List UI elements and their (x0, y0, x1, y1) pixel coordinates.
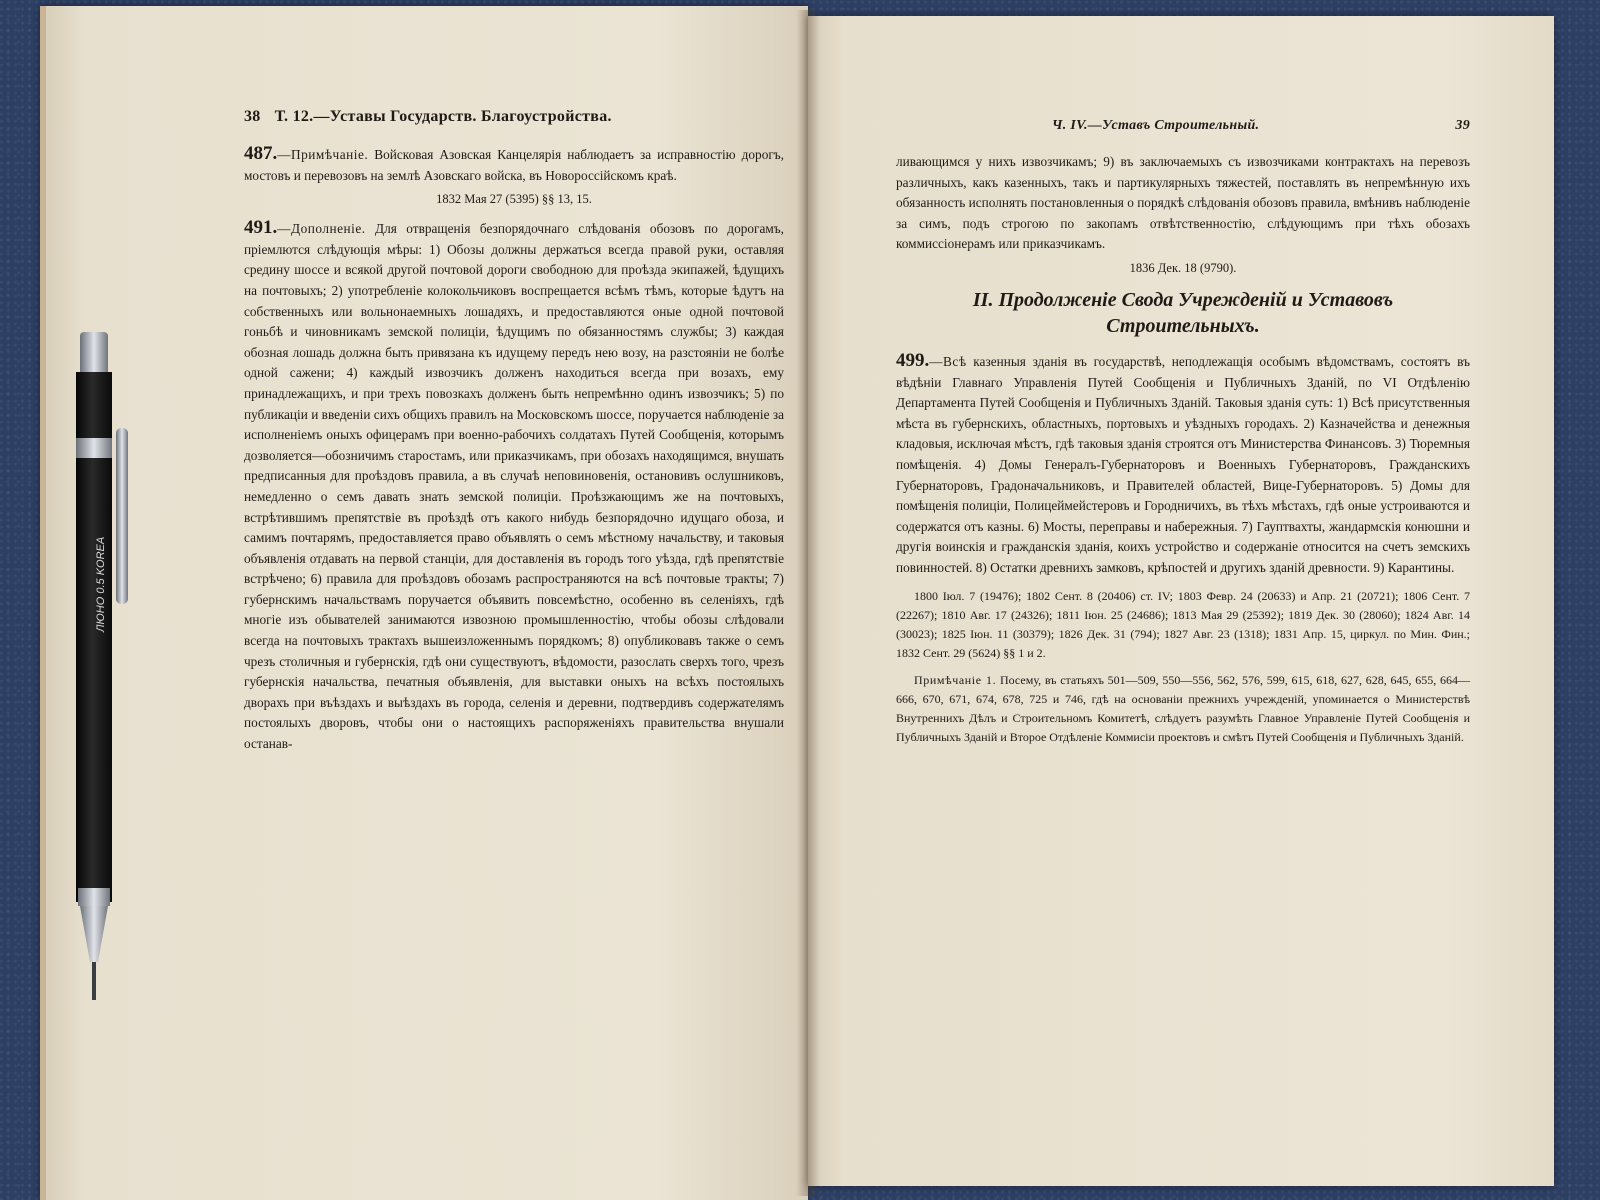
article-499-label: —Всѣ (929, 353, 967, 369)
note-1 (896, 671, 1470, 747)
right-page-text (896, 118, 1470, 747)
article-487 (244, 144, 784, 186)
article-491-text: Для отвращенія безпорядочнаго слѣдованія обозовъ по дорогамъ, пріемлются слѣдующія мѣры: 1) Обозы должны держаться всегда правой руки, оставляя средину шоссе и всякой другой почтовой дороги свободною для проѣзда экипажей, ѣдущихъ на почтовыхъ; 2) употребленіе колокольчиковъ воспрещается всѣмъ тѣмъ, которые ѣдутъ на собственныхъ или вольнонаемныхъ лошадяхъ, и предоставляются оные одной почтовой гоньбѣ и чиновникамъ земской полиціи, ѣдущимъ по обязанностямъ службы; 3) каждая обозная лошадь должна быть привязана къ идущему передъ нею возу, на разстояніи не болѣе одной сажени; 4) каждый извозчикъ долженъ находиться всегда при возахъ, ему принадлежащихъ, и при трехъ повозкахъ долженъ быть непремѣнно одинъ извозчикъ; 5) по публикаціи и введеніи сихъ общихъ правилъ на Московскомъ шоссе, поручается наблюденіе за исполненіемъ оныхъ офицерамъ при военно-рабочихъ солдатахъ Путей Сообщенія, которымъ дозволяется—обозничимъ старостамъ, или приказчикамъ, при обозахъ находящимся, внушать предписанныя для проѣздовъ правила, а въ случаѣ неповиновенія, остановивъ ослушниковъ, немедленно о семъ давать знать земской полиціи. Проѣзжающимъ же на почтовыхъ, встрѣтившимъ препятствіе въ проѣздѣ отъ какого нибудь безпорядочно идущаго обоза, и самимъ почтарямъ, предоставляется право объявлять о семъ мѣстному начальству, и таковыя объявленія отдавать на первой станціи, для доставленія въ городъ того уѣзда, гдѣ препятствіе встрѣчено; 6) правила для проѣздовъ обозамъ распространяются на всѣ почтовые тракты; 7) губернскимъ начальствамъ поручается объявить повсемѣстно, особенно въ селеніяхъ, гдѣ многіе изъ обывателей занимаются извозною промышленностію, чтобы обозы слѣдовали всегда на почтовыхъ трактахъ вышеизложеннымъ порядкомъ; 8) опубликовавъ также о семъ чрезъ столичныя и губернскія, гдѣ они существуютъ, вѣдомости, разослать сверхъ того, чрезъ губернскія начальства, печатныя объявленія, для выставки оныхъ на всѣхъ постоялыхъ дворахъ при въѣздахъ и выѣздахъ въ города, селенія и деревни, подтвердивъ содержателямъ постоялыхъ дворовъ, чтобы они о настоящихъ распоряженіяхъ правительства внушали останав- (244, 221, 784, 752)
article-499-text: казенныя зданія въ государствѣ, неподлежащія особымъ вѣдомствамъ, состоятъ въ вѣдѣніи Главнаго Управленія Путей Сообщенія и Публичныхъ Зданій, по VI Отдѣленію Департамента Путей Сообщенія и Публичныхъ Зданій. Таковыя зданія суть: 1) Всѣ присутственныя мѣста въ губернскихъ, областныхъ, портовыхъ и уѣздныхъ городахъ. 2) Казначейства и денежныя кладовыя, исключая мѣстъ, гдѣ таковыя зданія строятся отъ Министерства Финансовъ. 3) Тюремныя помѣщенія. 4) Домы Генералъ-Губернаторовъ и Военныхъ Губернаторовъ, Гражданскихъ Губернаторовъ, Градоначальниковъ, и Правителей областей, Вице-Губернаторовъ. 5) Домы для помѣщенія полиціи, Полицеймейстеровъ и Городничихъ, въ тѣхъ мѣстахъ, гдѣ оные устроиваются и содержатся отъ казны. 6) Мосты, переправы и набережныя. 7) Гауптвахты, жандармскія конюшни и другія воинскія и гражданскія зданія, коихъ устройство и содержаніе относится на счетъ земскихъ повинностей. 8) Остатки древнихъ замковъ, крѣпостей и другихъ зданій древности. 9) Карантины. (896, 353, 1470, 575)
article-487-number: 487. (244, 143, 278, 164)
article-487-text: Войсковая Азовская Канцелярія наблюдаетъ за исправностію дорогъ, мостовъ и перевозовъ на землѣ Азовскаго войска, въ Новороссійскомъ краѣ. (244, 147, 784, 183)
section-heading: II. Продолженіе Свода Учрежденій и Уставовъ Строительныхъ. (972, 288, 1394, 337)
left-running-head-title: Т. 12.—Уставы Государств. Благоустройства. (274, 108, 612, 125)
right-running-header (896, 118, 1470, 134)
mechanical-pencil (74, 332, 136, 1000)
left-page (40, 6, 808, 1200)
article-491-continuation: ливающимся у нихъ извозчикамъ; 9) въ заключаемыхъ съ извозчиками контрактахъ на перевозъ различныхъ, какъ казенныхъ, такъ и партикулярныхъ тяжестей, поставлять въ непремѣнную ихъ обязанность исполнять постановленныя о порядкѣ слѣдованія обозовъ правила, вмѣнивъ наблюденіе за симъ, подъ строгою по закопамъ отвѣтственностію, слѣдующимъ при тѣхъ обозахъ коммиссіонерамъ или приказчикамъ. (896, 154, 1470, 252)
article-499-number: 499. (896, 349, 930, 371)
article-491-label: —Дополненіе. (277, 221, 366, 237)
article-499-citation: 1800 Іюл. 7 (19476); 1802 Сент. 8 (20406) ст. IV; 1803 Февр. 24 (20633) и Апр. 21 (20721); 1806 Сент. 7 (22267); 1810 Авг. 17 (24326); 1811 Іюн. 25 (24686); 1813 Мая 29 (25392); 1819 Дек. 30 (28060); 1824 Авг. 14 (30023); 1825 Іюн. 11 (30379); 1826 Дек. 31 (794); 1827 Авг. 23 (1318); 1831 Апр. 15, циркул. по Мин. Фин.; 1832 Сент. 29 (5624) §§ 1 и 2. (896, 588, 1470, 660)
article-491 (244, 218, 784, 754)
pencil-main-body (76, 458, 112, 902)
right-running-head-title: Ч. IV.—Уставъ Строительный. (1052, 118, 1260, 133)
book-gutter (796, 10, 820, 1196)
article-491-number: 491. (244, 217, 278, 239)
left-running-header (244, 108, 784, 126)
article-499 (896, 351, 1470, 579)
pencil-upper-body (76, 372, 112, 438)
right-page (808, 16, 1554, 1186)
pencil-imprint: ЛЮНО 0.5 KOREA (95, 536, 107, 632)
pencil-eraser-cap (80, 332, 108, 376)
pencil-metal-band (76, 438, 112, 458)
left-page-text (244, 108, 784, 755)
left-page-number: 38 (244, 108, 261, 125)
pencil-lead (92, 962, 96, 1000)
continuation-citation: 1836 Дек. 18 (9790). (1129, 260, 1237, 275)
pencil-grip-ring (78, 888, 110, 906)
note-1-text: Посему, въ статьяхъ 501—509, 550—556, 562, 576, 599, 615, 618, 627, 628, 645, 655, 664—666, 670, 671, 674, 678, 725 и 746, гдѣ на основаніи прежнихъ учрежденій, упоминается о Министерствѣ Внутреннихъ Дѣлъ и Строительномъ Комитетѣ, слѣдуетъ разумѣть Главное Управленіе Путей Сообщенія и Публичныхъ Зданій и Второе Отдѣленіе Коммисіи проектовъ и смѣтъ Путей Сообщенія и Публичныхъ Зданій. (896, 672, 1470, 744)
note-1-label: Примѣчаніе 1. (914, 672, 997, 687)
pencil-clip (116, 428, 128, 604)
article-487-citation: 1832 Мая 27 (5395) §§ 13, 15. (436, 192, 592, 207)
right-page-number: 39 (1455, 118, 1470, 133)
article-487-label: —Примѣчаніе. (277, 147, 369, 162)
pencil-cone (80, 906, 108, 962)
